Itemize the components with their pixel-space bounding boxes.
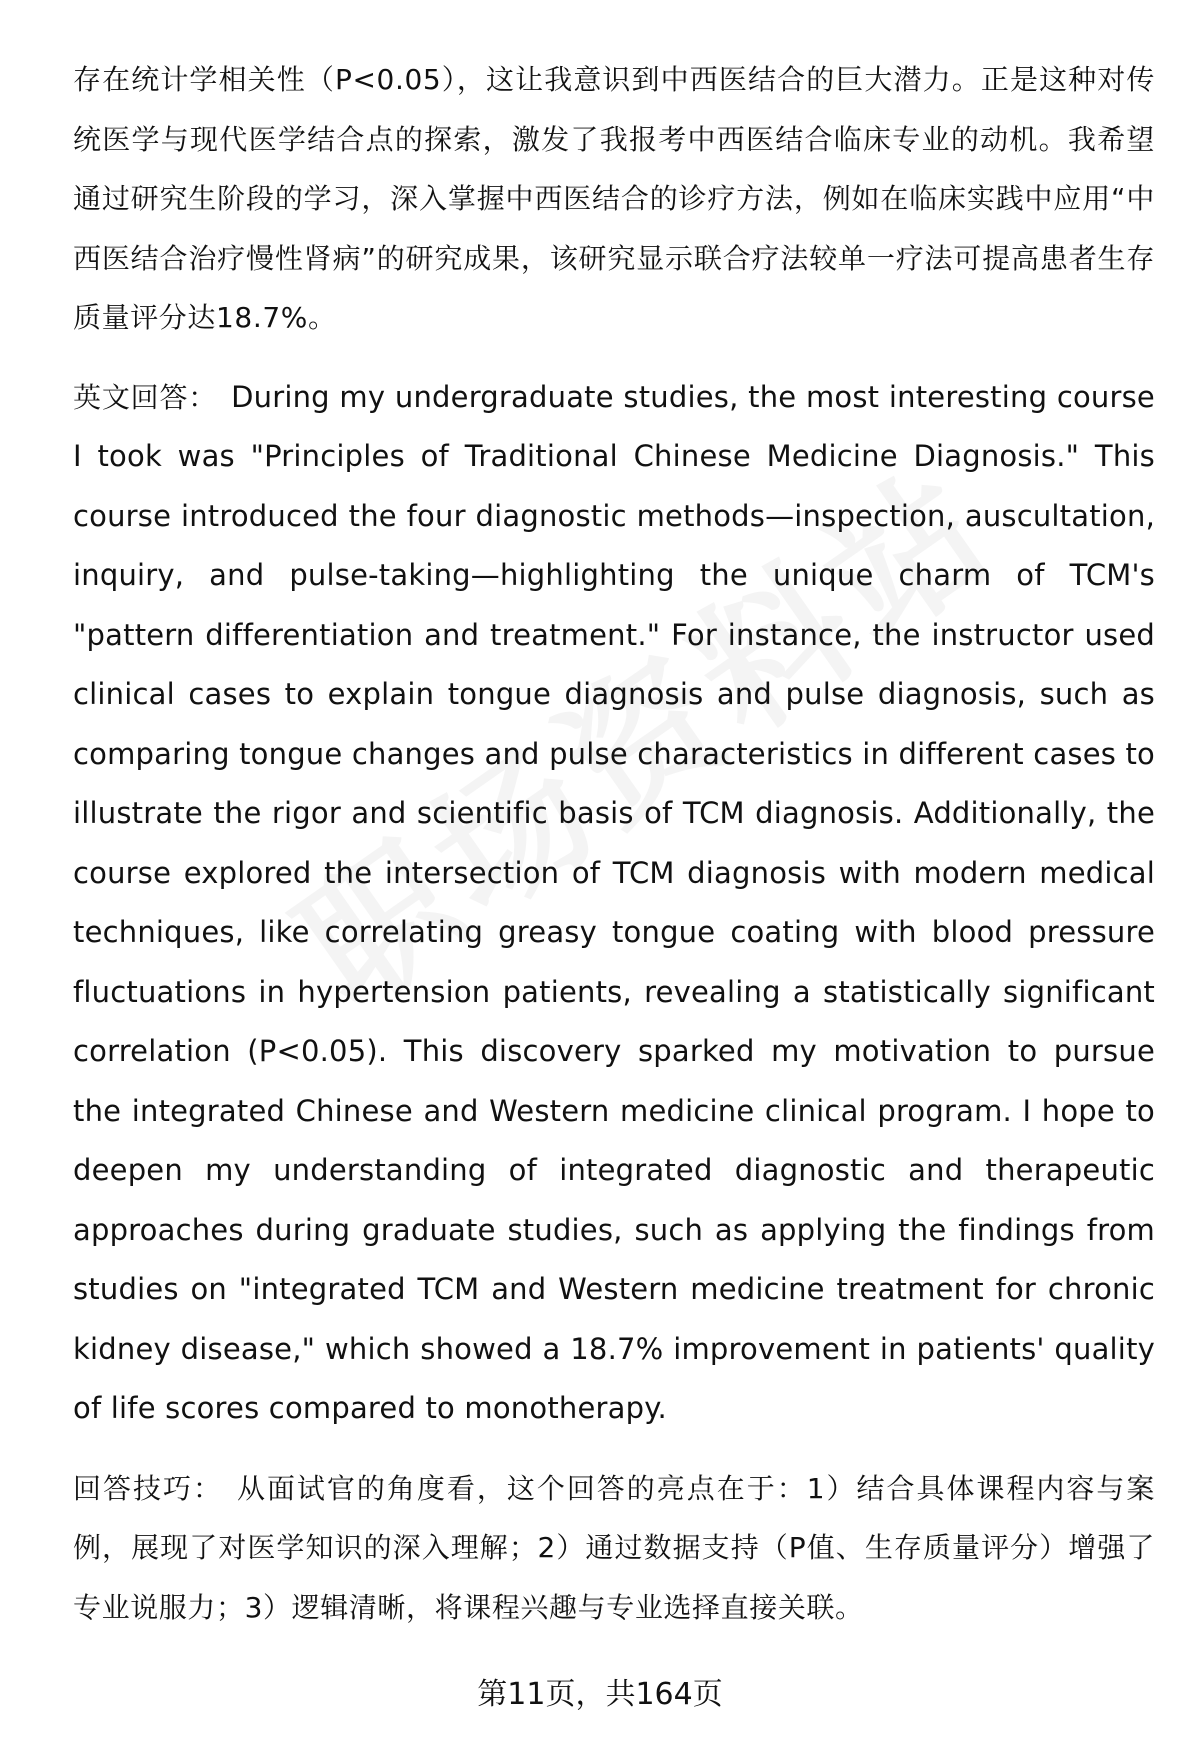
answer-tips-text: 从面试官的角度看，这个回答的亮点在于：1）结合具体课程内容与案例，展现了对医学知识的深入理解；2）通过数据支持（P值、生存质量评分）增强了专业说服力；3）逻辑清晰，将课程兴趣与专业选择直接关联。 [73,1471,1155,1624]
paragraph-chinese-continuation: 存在统计学相关性（P<0.05），这让我意识到中西医结合的巨大潜力。正是这种对传统医学与现代医学结合点的探索，激发了我报考中西医结合临床专业的动机。我希望通过研究生阶段的学习，深入掌握中西医结合的诊疗方法，例如在临床实践中应用“中西医结合治疗慢性肾病”的研究成果，该研究显示联合疗法较单一疗法可提高患者生存质量评分达18.7%。 [73,63,1155,334]
page-number-footer: 第11页，共164页 [477,1677,723,1712]
english-answer-text: During my undergraduate studies, the most interesting course I took was "Principles of Traditional Chinese Medicine Diagnosis." This course introduced the four diagnostic methods—inspection, auscultation, inquiry, and pulse-taking—highlighting the unique charm of TCM's "pattern differentiation and treatment." For instance, the instructor used clinical cases to explain tongue diagnosis and pulse diagnosis, such as comparing tongue changes and pulse characteristics in different cases to illustrate the rigor and scientific basis of TCM diagnosis. Additionally, the course explored the intersection of TCM diagnosis with modern medical techniques, like correlating greasy tongue coating with blood pressure fluctuations in hypertension patients, revealing a statistically significant correlation (P<0.05). This discovery sparked my motivation to pursue the integrated Chinese and Western medicine clinical program. I hope to deepen my understanding of integrated diagnostic and therapeutic approaches during graduate studies, such as applying the findings from studies on "integrated TCM and Western medicine treatment for chronic kidney disease," which showed a 18.7% improvement in patients' quality of life scores compared to monotherapy. [73,379,1156,1425]
answer-tips-label: 回答技巧： [73,1471,223,1505]
english-answer-label: 英文回答： [73,380,218,414]
paragraph-english-answer [73,368,1155,1439]
paragraph-answer-tips [73,1459,1155,1638]
document-body [73,50,1155,1637]
